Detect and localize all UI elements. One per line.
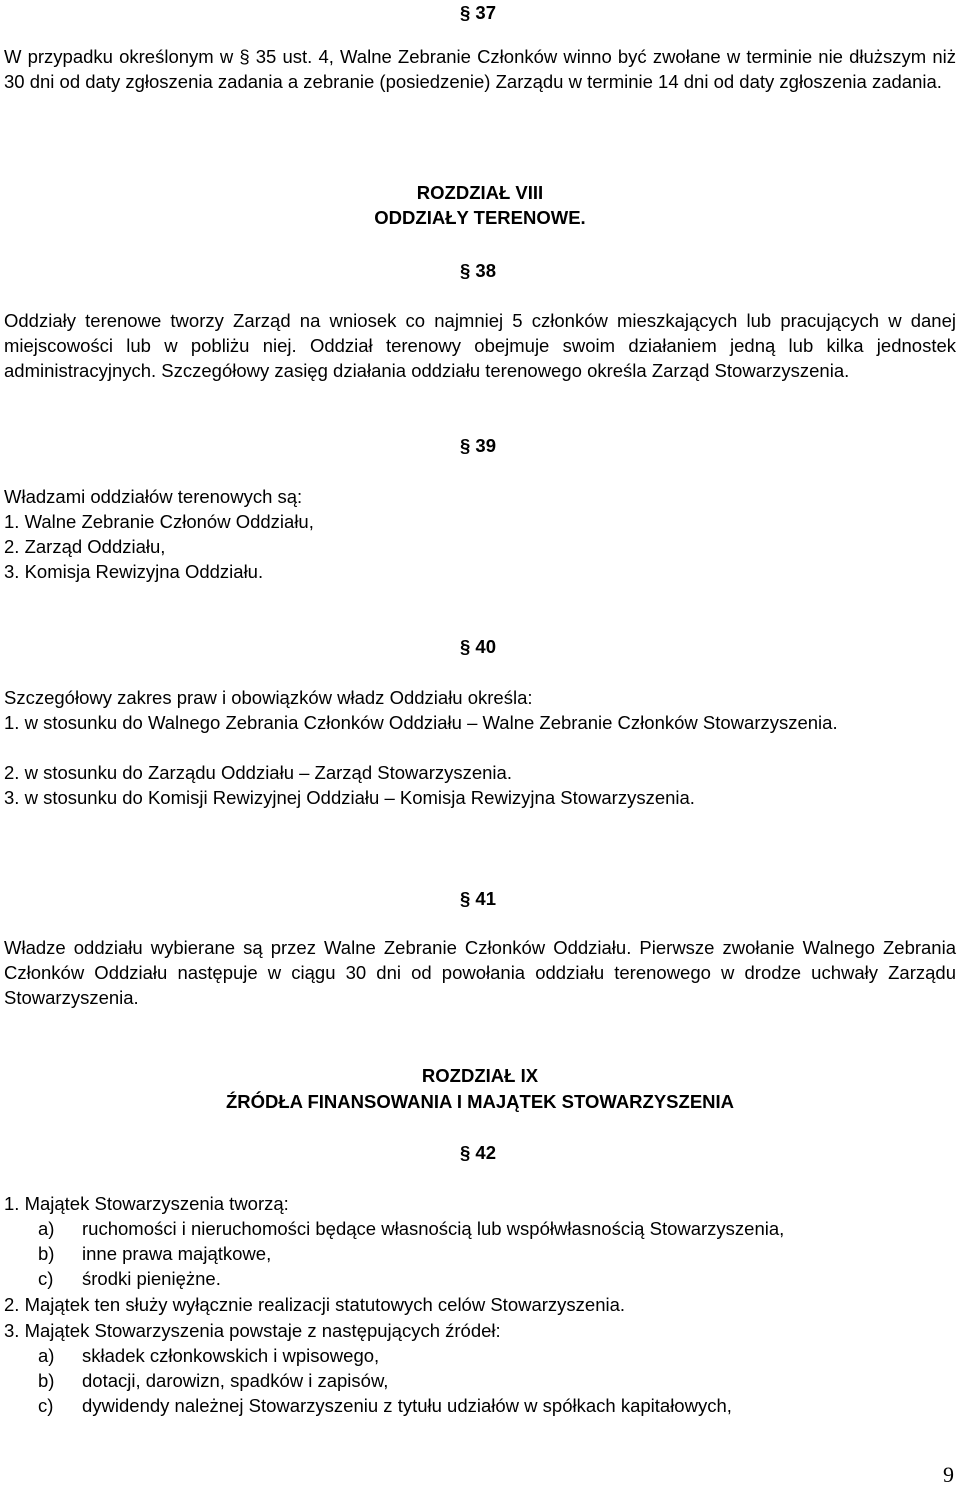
list-item bbox=[4, 1368, 388, 1393]
list-item-text: ruchomości i nieruchomości będące własnością lub współwłasnością Stowarzyszenia, bbox=[82, 1218, 785, 1239]
section-40-intro: Szczegółowy zakres praw i obowiązków władz Oddziału określa: bbox=[4, 687, 533, 708]
list-item bbox=[4, 1241, 271, 1266]
section-42-point-1: 1. Majątek Stowarzyszenia tworzą: bbox=[4, 1193, 289, 1214]
section-42-point-3: 3. Majątek Stowarzyszenia powstaje z następujących źródeł: bbox=[4, 1320, 501, 1341]
list-marker: b) bbox=[38, 1243, 55, 1264]
section-42-heading: § 42 bbox=[460, 1142, 497, 1163]
section-41-paragraph: Władze oddziału wybierane są przez Walne Zebranie Członków Oddziału. Pierwsze zwołanie Walnego Zebrania Członków Oddziału następuje w ciągu 30 dni od powołania oddziału terenowego w drodze uchwały Zarządu Stowarzyszenia. bbox=[4, 937, 956, 1008]
section-37-heading: § 37 bbox=[460, 2, 497, 23]
section-39-heading: § 39 bbox=[460, 435, 497, 456]
list-item bbox=[4, 1393, 732, 1418]
list-marker: a) bbox=[38, 1218, 55, 1239]
chapter-8-title: ROZDZIAŁ VIII bbox=[416, 182, 544, 203]
list-marker: c) bbox=[38, 1268, 54, 1289]
list-item-text: inne prawa majątkowe, bbox=[82, 1243, 272, 1264]
list-marker: a) bbox=[38, 1345, 55, 1366]
page-number: 9 bbox=[943, 1462, 954, 1487]
list-marker: c) bbox=[38, 1395, 54, 1416]
list-item-text: środki pieniężne. bbox=[82, 1268, 221, 1289]
list-item bbox=[4, 1216, 784, 1241]
section-39-intro: Władzami oddziałów terenowych są: bbox=[4, 486, 303, 507]
list-item-text: dywidendy należnej Stowarzyszeniu z tytułu udziałów w spółkach kapitałowych, bbox=[82, 1395, 732, 1416]
section-41-heading: § 41 bbox=[460, 888, 497, 909]
list-item: 3. w stosunku do Komisji Rewizyjnej Oddziału – Komisja Rewizyjna Stowarzyszenia. bbox=[4, 787, 695, 808]
list-item: 2. w stosunku do Zarządu Oddziału – Zarząd Stowarzyszenia. bbox=[4, 762, 512, 783]
section-38-heading: § 38 bbox=[460, 260, 497, 281]
chapter-8-subtitle: ODDZIAŁY TERENOWE. bbox=[374, 207, 586, 228]
chapter-9-subtitle: ŹRÓDŁA FINANSOWANIA I MAJĄTEK STOWARZYSZENIA bbox=[225, 1091, 735, 1112]
chapter-9-title: ROZDZIAŁ IX bbox=[421, 1065, 539, 1086]
list-item: 1. Walne Zebranie Członów Oddziału, bbox=[4, 511, 314, 532]
list-item: 1. w stosunku do Walnego Zebrania Członków Oddziału – Walne Zebranie Członków Stowarzyszenia. bbox=[4, 712, 838, 733]
section-40-heading: § 40 bbox=[460, 636, 497, 657]
list-item bbox=[4, 1266, 221, 1291]
section-38-paragraph: Oddziały terenowe tworzy Zarząd na wniosek co najmniej 5 członków mieszkających lub pracujących w danej miejscowości lub w pobliżu niej. Oddział terenowy obejmuje swoim działaniem jedną lub kilka jednostek administracyjnych. Szczegółowy zasięg działania oddziału terenowego określa Zarząd Stowarzyszenia. bbox=[4, 310, 956, 381]
list-marker: b) bbox=[38, 1370, 55, 1391]
list-item bbox=[4, 1343, 379, 1368]
list-item: 3. Komisja Rewizyjna Oddziału. bbox=[4, 561, 264, 582]
section-37-paragraph: W przypadku określonym w § 35 ust. 4, Walne Zebranie Członków winno być zwołane w terminie nie dłuższym niż 30 dni od daty zgłoszenia zadania a zebranie (posiedzenie) Zarządu w terminie 14 dni od daty zgłoszenia zadania. bbox=[4, 46, 956, 92]
list-item-text: składek członkowskich i wpisowego, bbox=[82, 1345, 380, 1366]
list-item-text: dotacji, darowizn, spadków i zapisów, bbox=[82, 1370, 389, 1391]
section-42-point-2: 2. Majątek ten służy wyłącznie realizacji statutowych celów Stowarzyszenia. bbox=[4, 1294, 626, 1315]
list-item: 2. Zarząd Oddziału, bbox=[4, 536, 166, 557]
